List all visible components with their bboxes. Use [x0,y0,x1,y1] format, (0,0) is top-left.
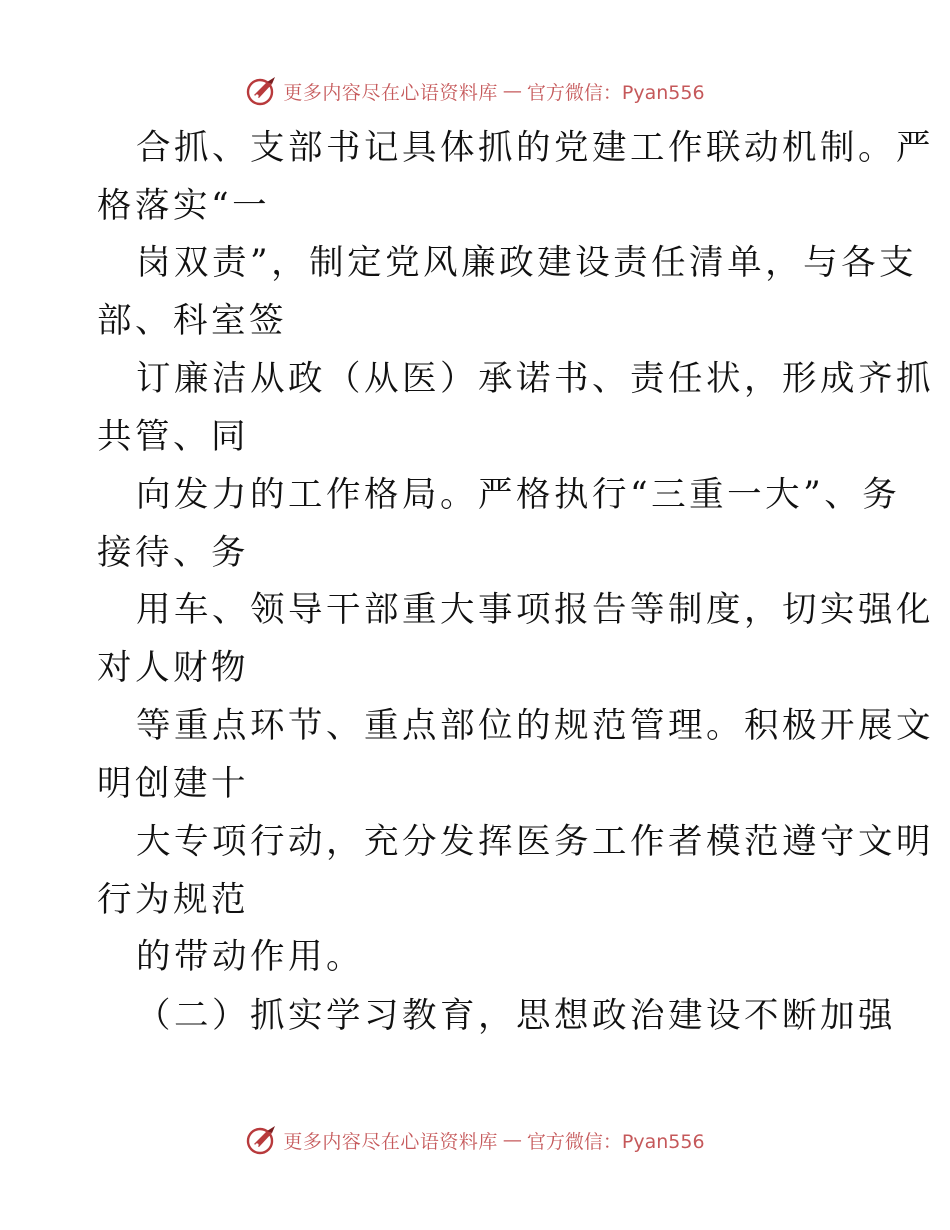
watermark-wechat: 官方微信：Pyan556 [526,81,705,104]
text-line: 向发力的工作格局。严格执行“三重一大”、务 [136,475,901,515]
text-line: 大专项行动，充分发挥医务工作者模范遵守文明 [136,822,934,862]
text-line: 部、科室签 [97,301,287,341]
pen-logo-icon [245,1123,279,1157]
watermark-group [245,1123,704,1157]
text-line: 等重点环节、重点部位的规范管理。积极开展文 [136,706,934,746]
text-line: 的带动作用。 [136,937,364,977]
section-heading: （二）抓实学习教育，思想政治建设不断加强 [136,996,896,1036]
watermark-wechat: 官方微信：Pyan556 [526,1130,705,1153]
text-line: 岗双责”，制定党风廉政建设责任清单，与各支 [136,243,918,283]
text-line: 接待、务 [97,533,249,573]
text-line: 共管、同 [97,417,249,457]
text-line: 行为规范 [97,880,249,920]
text-line: 合抓、支部书记具体抓的党建工作联动机制。严 [136,128,934,168]
text-line: 订廉洁从政（从医）承诺书、责任状，形成齐抓 [136,359,934,399]
text-line: 对人财物 [97,648,249,688]
watermark-text: 更多内容尽在心语资料库 [283,1130,498,1153]
text-line: 用车、领导干部重大事项报告等制度，切实强化 [136,590,934,630]
text-line: 明创建十 [97,764,249,804]
watermark-text: 更多内容尽在心语资料库 [283,81,498,104]
footer-watermark [0,1120,950,1160]
text-line: 格落实“一 [97,186,271,226]
watermark-separator: — [502,1129,522,1151]
watermark-separator: — [502,80,522,102]
